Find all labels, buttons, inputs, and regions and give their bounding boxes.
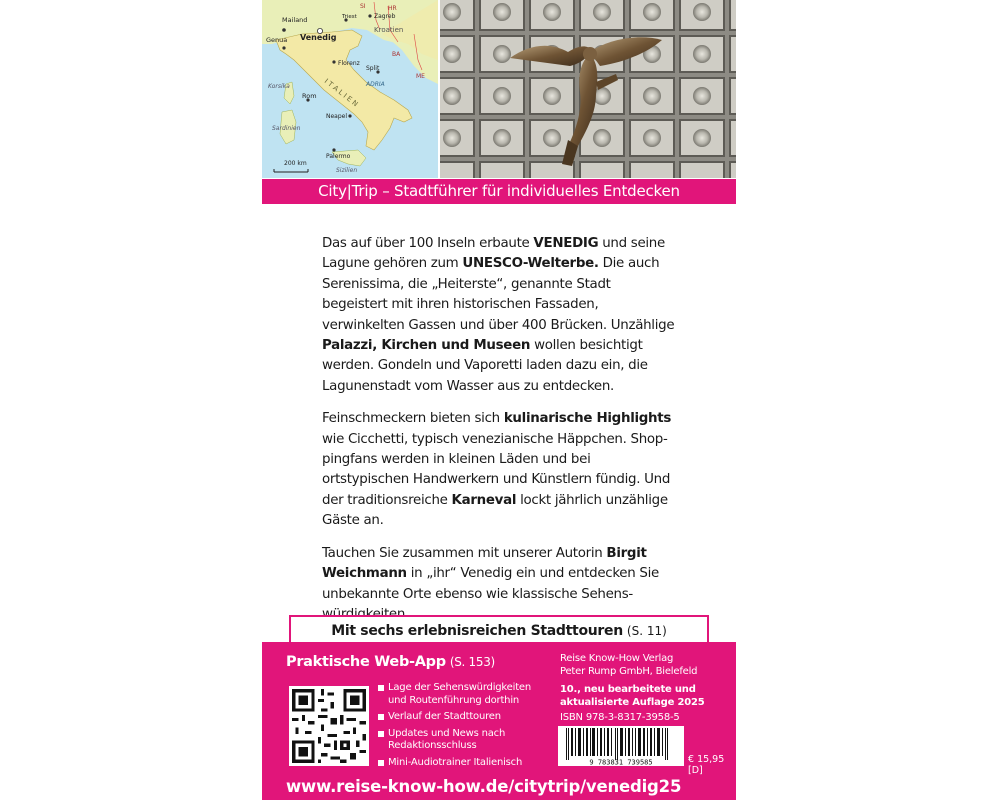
emphasis-text: VENEDIG xyxy=(533,236,599,251)
blurb-paragraph-2 xyxy=(322,409,677,531)
tours-label: Mit sechs erlebnisreichen Stadttouren xyxy=(331,623,623,639)
map-label-zagreb: Zagreb xyxy=(374,13,396,20)
info-panel xyxy=(262,642,736,800)
body-text-run: lockt jährlich unzählige Gäste an. xyxy=(322,492,668,529)
map-label-hr: HR xyxy=(388,5,397,12)
price-label: € 15,95 [D] xyxy=(688,754,725,776)
publisher-name: Reise Know-How Verlag xyxy=(560,653,674,664)
body-text-run: Die auch Serenissima, die „Heiterste“, genannte Stadt begeistert mit ihren historischen Fassaden, verwinkelten Gassen und über 400 Brücken. Unzählige xyxy=(322,256,675,333)
blurb-paragraph-3 xyxy=(322,544,677,626)
bullet-square-icon xyxy=(378,685,384,691)
map-label-ba: BA xyxy=(392,51,401,58)
webapp-feature-list xyxy=(378,682,538,773)
series-tagline: City|Trip – Stadtführer für individuelles Entdecken xyxy=(262,179,736,204)
emphasis-text: UNESCO-Welterbe. xyxy=(462,256,599,272)
map-label-rom: Rom xyxy=(302,92,317,100)
webapp-page-ref: (S. 153) xyxy=(449,655,495,669)
map-label-sardinien: Sardinien xyxy=(272,125,301,132)
edition-info: 10., neu bearbeitete und aktualisierte Auflage 2025 xyxy=(560,684,705,708)
feature-item: Verlauf der Stadttouren xyxy=(378,711,538,724)
book-back-cover xyxy=(262,0,736,800)
bullet-square-icon xyxy=(378,731,384,737)
blurb xyxy=(322,234,677,637)
tours-page-ref: (S. 11) xyxy=(626,624,667,638)
body-text-run: Tauchen Sie zusammen mit unserer Autorin xyxy=(322,545,607,561)
angel-statue-photo xyxy=(440,0,736,178)
barcode xyxy=(558,726,684,766)
body-text-run: Feinschmeckern bieten sich xyxy=(322,411,504,427)
feature-item: Lage der Sehenswürdigkeiten und Routenführung dorthin xyxy=(378,682,538,707)
blurb-paragraph-1 xyxy=(322,234,677,397)
map-label-venedig: Venedig xyxy=(300,33,337,42)
feature-item: Mini-Audiotrainer Italienisch xyxy=(378,757,538,770)
map-scale-label: 200 km xyxy=(284,160,307,167)
map-label-palermo: Palermo xyxy=(326,153,351,160)
body-text-run: wie Cicchetti, typisch venezianische Häppchen. Shoppingfans werden in kleinen Läden und bei ortstypischen Handwerkern und Künstlern fündig. Und der traditionsreiche xyxy=(322,431,671,508)
qr-code-graphic xyxy=(289,686,369,766)
qr-code[interactable] xyxy=(289,686,369,766)
italy-map-graphic xyxy=(262,0,438,178)
map-label-me: ME xyxy=(416,73,425,80)
map-label-korsika: Korsika xyxy=(268,83,290,90)
emphasis-text: Birgit Weichmann xyxy=(322,545,647,582)
publisher-info xyxy=(560,653,697,678)
italy-map xyxy=(262,0,438,178)
tours-banner xyxy=(289,615,709,645)
emphasis-text: Karneval xyxy=(451,492,517,508)
bullet-square-icon xyxy=(378,760,384,766)
barcode-digits: 9 783831 739585 xyxy=(589,758,653,766)
publisher-company: Peter Rump GmbH, Bielefeld xyxy=(560,665,698,677)
map-label-split: Split xyxy=(366,65,380,72)
body-text-run: Das auf über 100 Inseln erbaute xyxy=(322,236,534,251)
map-label-kroatien: Kroatien xyxy=(374,26,404,34)
map-label-italien: I T A L I E N xyxy=(322,77,360,109)
map-label-florenz: Florenz xyxy=(338,60,360,67)
map-label-mailand: Mailand xyxy=(282,16,308,24)
map-label-sizilien: Sizilien xyxy=(336,167,358,174)
webapp-title: Praktische Web-App xyxy=(286,654,446,670)
webapp-heading xyxy=(286,654,495,670)
bullet-square-icon xyxy=(378,714,384,720)
emphasis-text: kulinarische Highlights xyxy=(503,411,672,427)
map-label-adria: ADRIA xyxy=(366,81,385,88)
map-label-si: SI xyxy=(360,3,366,10)
body-text-run: in „ihr“ Venedig ein und entdecken Sie unbekannte Orte ebenso wie klassische Sehens xyxy=(322,566,659,602)
map-label-genua: Genua xyxy=(266,36,288,44)
feature-item: Updates und News nach Redaktionsschluss xyxy=(378,728,538,753)
map-label-triest: Triest xyxy=(342,14,357,20)
web-url-link[interactable]: www.reise-know-how.de/citytrip/venedig25 xyxy=(286,777,682,796)
barcode-graphic xyxy=(558,726,684,766)
angel-statue-graphic xyxy=(440,0,736,178)
isbn-number: ISBN 978-3-8317-3958-5 xyxy=(560,712,680,723)
map-label-neapel: Neapel xyxy=(326,113,348,120)
body-text-run: und seine Lagune gehören zum xyxy=(322,236,665,272)
body-text-run: wollen besichtigt werden. Gondeln und Vaporetti laden dazu ein, die Lagunenstadt vom Wasser aus zu entdecken. xyxy=(322,338,648,394)
emphasis-text: Palazzi, Kirchen und Museen xyxy=(322,338,531,354)
